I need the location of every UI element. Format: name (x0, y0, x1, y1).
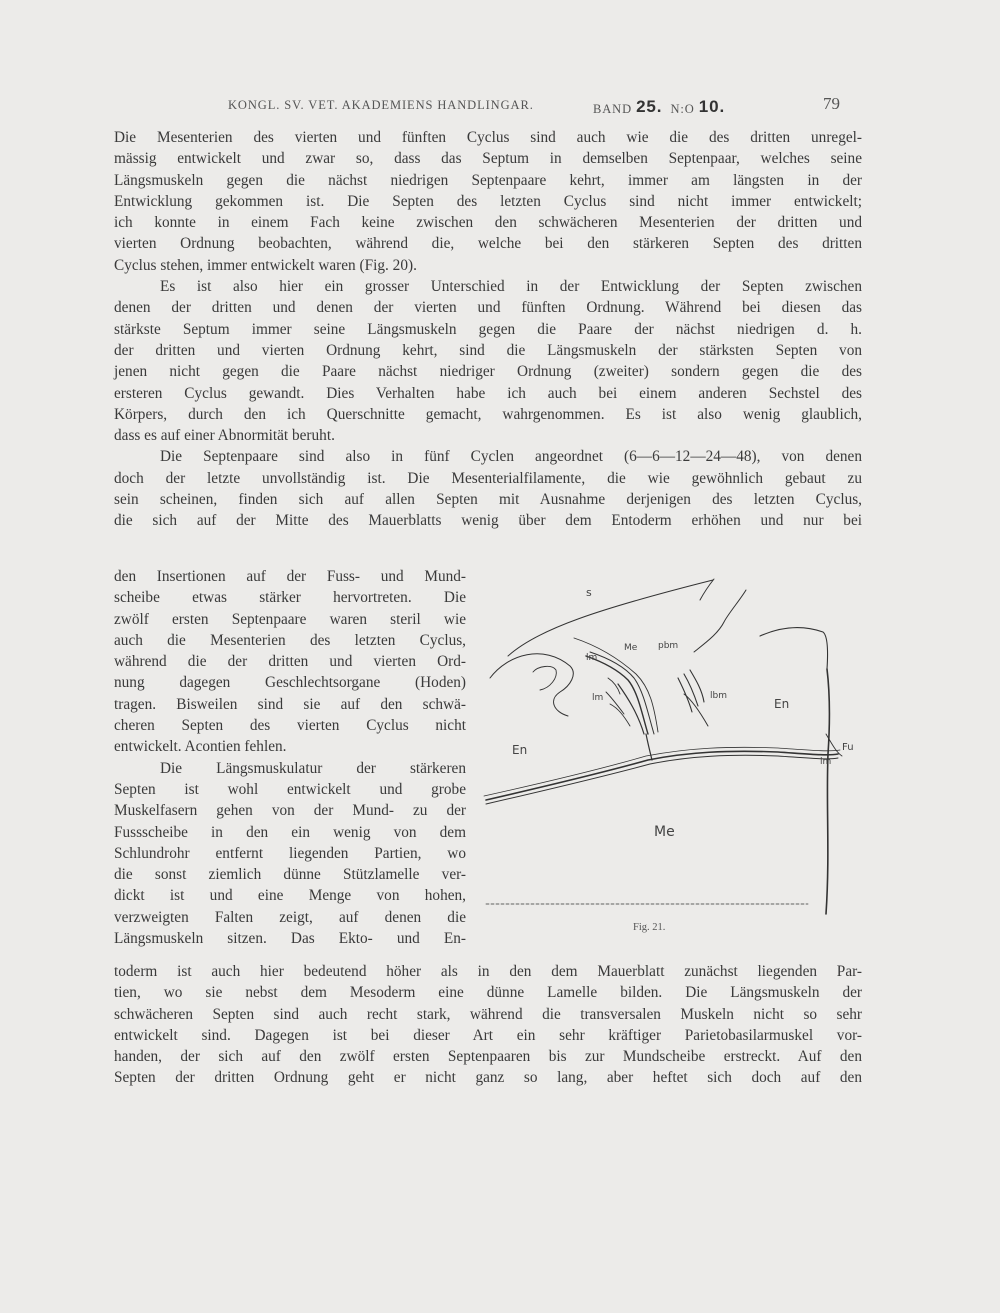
text-line: tien, wo sie nebst dem Mesoderm eine dünne Lamelle bilden. Die Längsmuskeln der (114, 984, 862, 1002)
label-pbm: pbm (658, 641, 679, 651)
label-me-big: Me (654, 824, 675, 840)
text-line: tragen. Bisweilen sind sie auf den schwä- (114, 695, 466, 713)
text-line: Die Längsmuskulatur der stärkeren (160, 759, 466, 777)
outline-left-inner (533, 666, 556, 690)
text-line: denen der dritten und denen der vierten und fünften Ordnung. Während bei diesen das (114, 299, 862, 317)
paragraph-1 (114, 127, 862, 276)
text-line: dickt ist und eine Menge von hohen, (114, 887, 466, 905)
band-number: 25. (636, 97, 663, 116)
text-line: Septen ist wohl entwickelt und grobe (114, 780, 466, 798)
text-line: Fussscheibe in den ein wenig von dem (114, 823, 466, 841)
text-line: verzweigten Falten zeigt, auf denen die (114, 908, 466, 926)
right-wall (826, 669, 829, 914)
text-line: sein scheinen, finden sich auf allen Septen mit Ausnahme derjenigen des letzten Cyclus, (114, 491, 862, 509)
text-line: doch der letzte unvollständig ist. Die Mesenterialfilamente, die wie gewöhnlich gebaut zu (114, 469, 862, 487)
text-line: scheibe etwas stärker hervortreten. Die (114, 589, 466, 607)
text-line: dass es auf einer Abnormität beruht. (114, 427, 335, 445)
number-value: 10. (698, 97, 726, 116)
text-line: während die der dritten und vierten Ord- (114, 653, 466, 671)
text-line: Die Septenpaare sind also in fünf Cyclen angeordnet (6—6—12—24—48), von denen (160, 448, 862, 466)
wall-band-mid (486, 755, 838, 804)
text-line: cheren Septen des vierten Cyclus nicht (114, 717, 466, 735)
text-line: stärkste Septum immer seine Längsmuskeln gegen die Paare der nächst niedrigen d. h. (114, 320, 862, 338)
text-line: Cyclus stehen, immer entwickelt waren (Fig. 20). (114, 256, 417, 274)
journal-title: KONGL. SV. VET. AKADEMIENS HANDLINGAR. (228, 98, 534, 112)
outline-upper-right (760, 628, 828, 669)
label-lm-1: lm (586, 653, 598, 663)
text-line: nung dagegen Geschlechtsorgane (Hoden) (114, 674, 466, 692)
label-lm-2: lm (592, 693, 604, 703)
septum-filament (618, 684, 644, 734)
text-line: vierten Ordnung beobachten, während die, welche bei den stärkeren Septen des dritten (114, 235, 862, 253)
text-line: Die Mesenterien des vierten und fünften Cyclus sind auch wie die des dritten unregel- (114, 129, 862, 146)
text-line: handen, der sich auf den zwölf ersten Septenpaaren bis zur Mundscheibe erstreckt. Auf den (114, 1048, 862, 1066)
paragraph-3-continued (114, 566, 466, 758)
text-line: Es ist also hier ein grosser Unterschied in der Entwicklung der Septen zwischen (160, 278, 862, 296)
text-line: auch die Mesenterien des letzten Cyclus, (114, 631, 466, 649)
figure-21-drawing (478, 574, 858, 944)
text-line: Längsmuskeln gegen die nächst niedrigen Septenpaare kehrt, immer am längsten in der (114, 171, 862, 189)
text-block-left-column (114, 566, 466, 949)
text-line: Muskelfasern gehen von der Mund- zu der (114, 802, 466, 820)
text-line: entwickelt. Acontien fehlen. (114, 738, 287, 756)
label-s: s (586, 586, 592, 599)
folds-right (678, 670, 704, 712)
label-lbm: lbm (710, 691, 727, 701)
text-line: zwölf ersten Septenpaare waren steril wie (114, 610, 466, 628)
text-line: entwickelt sind. Dagegen ist bei dieser Art ein sehr kräftiger Parietobasilarmuskel vor- (114, 1026, 862, 1044)
text-line: mässig entwickelt und zwar so, dass das Septum in demselben Septenpaar, welches seine (114, 150, 862, 168)
figure-21 (478, 574, 858, 944)
text-line: Septen der dritten Ordnung geht er nicht ganz so lang, aber heftet sich doch auf den (114, 1069, 862, 1087)
text-line: den Insertionen auf der Fuss- und Mund- (114, 568, 466, 585)
label-me-small: Me (624, 643, 638, 653)
text-line: ich konnte in einem Fach keine zwischen den schwächeren Mesenterien der dritten und (114, 214, 862, 232)
text-line: Entwicklung gekommen ist. Die Septen des letzten Cyclus sind nicht immer entwickelt; (114, 192, 862, 210)
label-en-right: En (774, 697, 790, 711)
text-line: Körpers, durch den ich Querschnitte gemacht, wahrgenommen. Es ist also wenig glaublich, (114, 405, 862, 423)
text-line: Längsmuskeln sitzen. Das Ekto- und En- (114, 930, 466, 948)
page-number: 79 (823, 94, 840, 113)
folds-left (606, 678, 630, 726)
paragraph-4-continued (114, 961, 862, 1089)
text-line: toderm ist auch hier bedeutend höher als in den dem Mauerblatt zunächst liegenden Par- (114, 963, 862, 980)
text-block-top (114, 127, 862, 532)
number-label: N:O (670, 102, 695, 116)
text-line: Schlundrohr entfernt liegenden Partien, wo (114, 844, 466, 862)
band-label: BAND (593, 102, 633, 116)
outline-right-arm (694, 590, 746, 652)
text-line: die sich auf der Mitte des Mauerblatts wenig über dem Entoderm erhöhen und nur bei (114, 512, 862, 530)
text-block-bottom (114, 961, 862, 1089)
label-lm-3: lm (820, 757, 832, 767)
wall-band-top (486, 751, 838, 800)
text-line: ersteren Cyclus gewandt. Dies Verhalten habe ich auch bei einem anderen Sechstel des (114, 384, 862, 402)
paragraph-4 (114, 758, 466, 950)
running-header (228, 94, 840, 118)
outline-left-loop (490, 654, 573, 716)
outline-upper-left (508, 580, 713, 656)
text-line: der dritten und vierten Ordnung kehrt, sind die Längsmuskeln der stärksten Septen von (114, 341, 862, 359)
volume-info (593, 98, 725, 118)
label-fu: Fu (842, 742, 854, 753)
label-en-left: En (512, 743, 528, 757)
text-line: jenen nicht gegen die Paare nächst niedriger Ordnung (zweiter) sondern gegen die des (114, 363, 862, 381)
text-line: schwächeren Septen sind auch recht stark, während die transversalen Muskeln nicht so sehr (114, 1005, 862, 1023)
paragraph-3 (114, 446, 862, 531)
figure-caption: Fig. 21. (633, 922, 666, 933)
outline-tip (700, 579, 714, 600)
paragraph-2 (114, 276, 862, 446)
text-line: die sonst ziemlich dünne Stützlamelle ver- (114, 866, 466, 884)
